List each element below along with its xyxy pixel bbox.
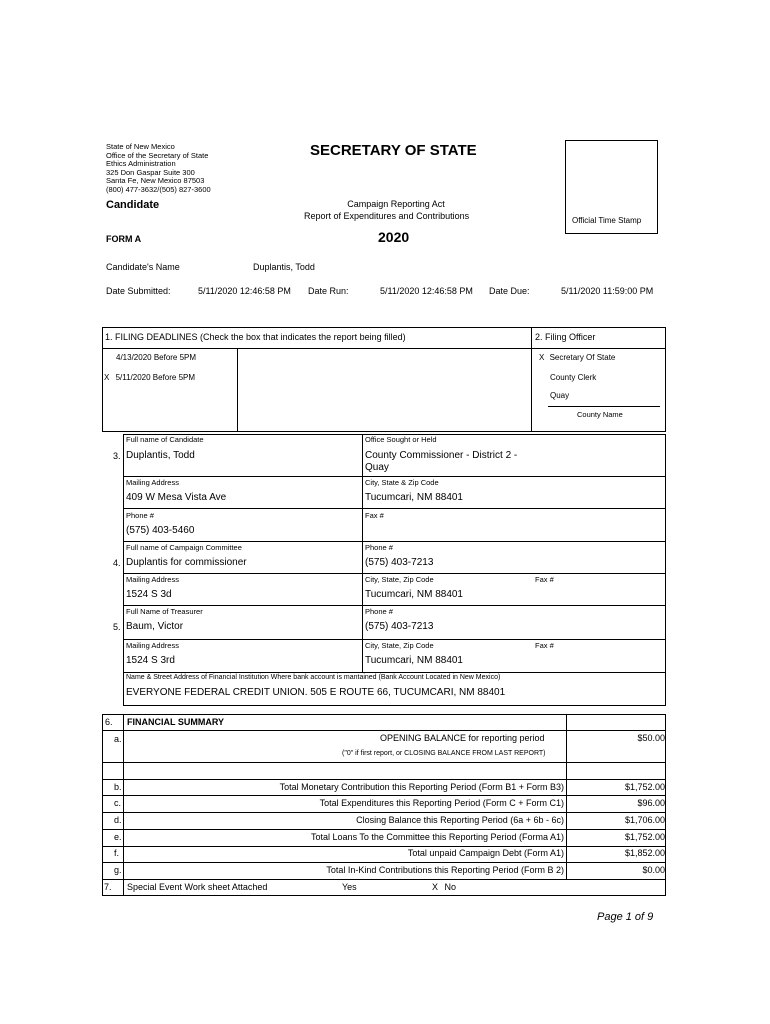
act-title: Campaign Reporting Act [347,199,445,209]
field-label: Phone # [365,543,393,552]
special-event-label: Special Event Work sheet Attached [127,882,268,892]
section-number: 5. [113,622,121,632]
date-due-label: Date Due: [489,286,530,296]
office-line: County Commissioner - District 2 - [365,450,518,461]
form-label: FORM A [106,234,142,244]
divider [102,762,666,763]
candidate-city: Tucumcari, NM 88401 [365,492,463,503]
office-line: Quay [365,462,389,473]
row-amount: $1,852.00 [624,848,665,858]
committee-name: Duplantis for commissioner [126,557,247,568]
field-label: Mailing Address [126,575,179,584]
field-label: Fax # [365,511,384,520]
county-underline [548,406,660,407]
row-letter: g. [114,865,122,875]
divider [102,829,666,830]
check-mark: X [432,882,439,892]
candidate-phone: (575) 403-5460 [126,525,195,536]
field-label: Mailing Address [126,641,179,650]
row-letter: b. [114,782,122,792]
section-number: 6. [105,717,113,727]
field-label: Phone # [126,511,154,520]
page-number: Page 1 of 9 [597,911,654,923]
deadline-option[interactable] [116,353,196,362]
row-letter: e. [114,832,122,842]
row-amount: $96.00 [637,798,665,808]
agency-line: Ethics Administration [106,159,176,168]
page-title: SECRETARY OF STATE [310,142,477,159]
report-year: 2020 [378,229,410,245]
candidate-mailing-address: 409 W Mesa Vista Ave [126,492,227,503]
field-label: Phone # [365,607,393,616]
candidate-name-value: Duplantis, Todd [253,262,315,272]
bank-info: EVERYONE FEDERAL CREDIT UNION. 505 E ROUTE 66, TUCUMCARI, NM 88401 [126,687,506,698]
field-label: Fax # [535,641,554,650]
divider [123,508,666,509]
field-label: City, State, Zip Code [365,641,434,650]
field-label: City, State, Zip Code [365,575,434,584]
section-number: 4. [113,558,121,568]
agency-line: (800) 477-3632/(505) 827-3600 [106,184,211,194]
option-label: Yes [342,882,357,892]
committee-city: Tucumcari, NM 88401 [365,589,463,600]
deadline-label: 4/13/2020 Before 5PM [116,353,197,362]
option-label: No [444,882,457,892]
divider [123,541,666,542]
divider [123,476,666,477]
date-submitted-value: 5/11/2020 12:46:58 PM [198,286,291,296]
row-letter: a. [114,734,122,744]
divider [531,327,532,432]
row-amount: $1,752.00 [624,832,665,842]
officer-option[interactable] [539,353,615,362]
opening-balance-amount: $50.00 [637,733,665,743]
committee-mailing-address: 1524 S 3d [126,589,172,600]
special-event-no[interactable] [432,882,456,892]
field-label: Full name of Campaign Committee [126,543,242,552]
row-label: Total In-Kind Contributions this Reporting Period (Form B 2) [326,865,564,875]
treasurer-mailing-address: 1524 S 3rd [126,655,175,666]
divider [102,730,666,731]
time-stamp-box [565,140,658,234]
opening-balance-label: OPENING BALANCE for reporting period [380,733,545,743]
officer-label: County Clerk [550,373,597,382]
row-label: Total Expenditures this Reporting Period (Form C + Form C1) [319,798,564,808]
officer-label: Secretary Of State [549,353,616,362]
candidate-heading: Candidate [106,199,160,211]
section-number: 3. [113,451,121,461]
row-letter: d. [114,815,122,825]
row-letter: c. [114,798,122,808]
divider [102,846,666,847]
divider [123,714,124,896]
agency-line: State of New Mexico [106,142,175,151]
special-event-yes[interactable] [342,882,357,892]
time-stamp-label: Official Time Stamp [572,216,642,225]
section-number: 7. [104,882,112,892]
date-run-label: Date Run: [308,286,349,296]
field-label: Fax # [535,575,554,584]
row-label: Total Loans To the Committee this Reporting Period (Forma A1) [311,832,564,842]
date-due-value: 5/11/2020 11:59:00 PM [561,286,654,296]
candidate-name-label: Candidate's Name [106,262,180,272]
field-label: Full Name of Treasurer [126,607,203,616]
field-label: Name & Street Address of Financial Institution Where bank account is mantained (Bank Account Located in New Mexico) [126,674,501,681]
date-submitted-label: Date Submitted: [106,286,171,296]
divider [237,348,238,432]
opening-balance-note: ("0" if first report, or CLOSING BALANCE FROM LAST REPORT) [342,750,546,757]
filing-deadlines-title: 1. FILING DEADLINES (Check the box that indicates the report being filled) [105,332,406,342]
divider [102,812,666,813]
divider [123,672,666,673]
divider [102,795,666,796]
divider [362,434,363,672]
candidate-full-name: Duplantis, Todd [126,450,195,461]
field-label: Mailing Address [126,478,179,487]
row-label: Total unpaid Campaign Debt (Form A1) [407,848,564,858]
deadline-option[interactable] [104,373,195,382]
financial-summary-title: FINANCIAL SUMMARY [127,717,224,727]
office-sought [365,450,517,474]
deadline-label: 5/11/2020 Before 5PM [115,373,196,382]
treasurer-city: Tucumcari, NM 88401 [365,655,463,666]
divider [102,879,666,880]
treasurer-name: Baum, Victor [126,621,184,632]
agency-line: 325 Don Gaspar Suite 300 [106,167,195,177]
officer-check-mark: X [539,353,545,362]
treasurer-phone: (575) 403-7213 [365,621,434,632]
divider [102,862,666,863]
row-label: Total Monetary Contribution this Reporting Period (Form B1 + Form B3) [279,782,564,792]
field-label: Full name of Candidate [126,435,204,444]
agency-block [106,143,211,194]
committee-phone: (575) 403-7213 [365,557,434,568]
divider [102,348,666,349]
row-amount: $0.00 [642,865,665,875]
officer-option[interactable] [550,373,596,382]
agency-line: Office of the Secretary of State [106,150,209,160]
field-label: City, State & Zip Code [365,478,439,487]
deadline-check-mark: X [104,373,110,382]
row-amount: $1,706.00 [624,815,665,825]
divider [123,639,666,640]
row-letter: f. [114,848,120,858]
agency-line: Santa Fe, New Mexico 87503 [106,176,205,185]
divider [123,605,666,606]
divider [102,779,666,780]
filing-officer-title: 2. Filing Officer [535,332,596,342]
row-amount: $1,752.00 [624,782,665,792]
county-value: Quay [550,391,570,400]
report-title: Report of Expenditures and Contributions [304,211,470,221]
field-label: Office Sought or Held [365,435,437,444]
county-name-label: County Name [577,410,623,419]
row-label: Closing Balance this Reporting Period (6a + 6b - 6c) [356,815,564,825]
divider [123,573,666,574]
divider [566,714,567,880]
date-run-value: 5/11/2020 12:46:58 PM [380,286,473,296]
